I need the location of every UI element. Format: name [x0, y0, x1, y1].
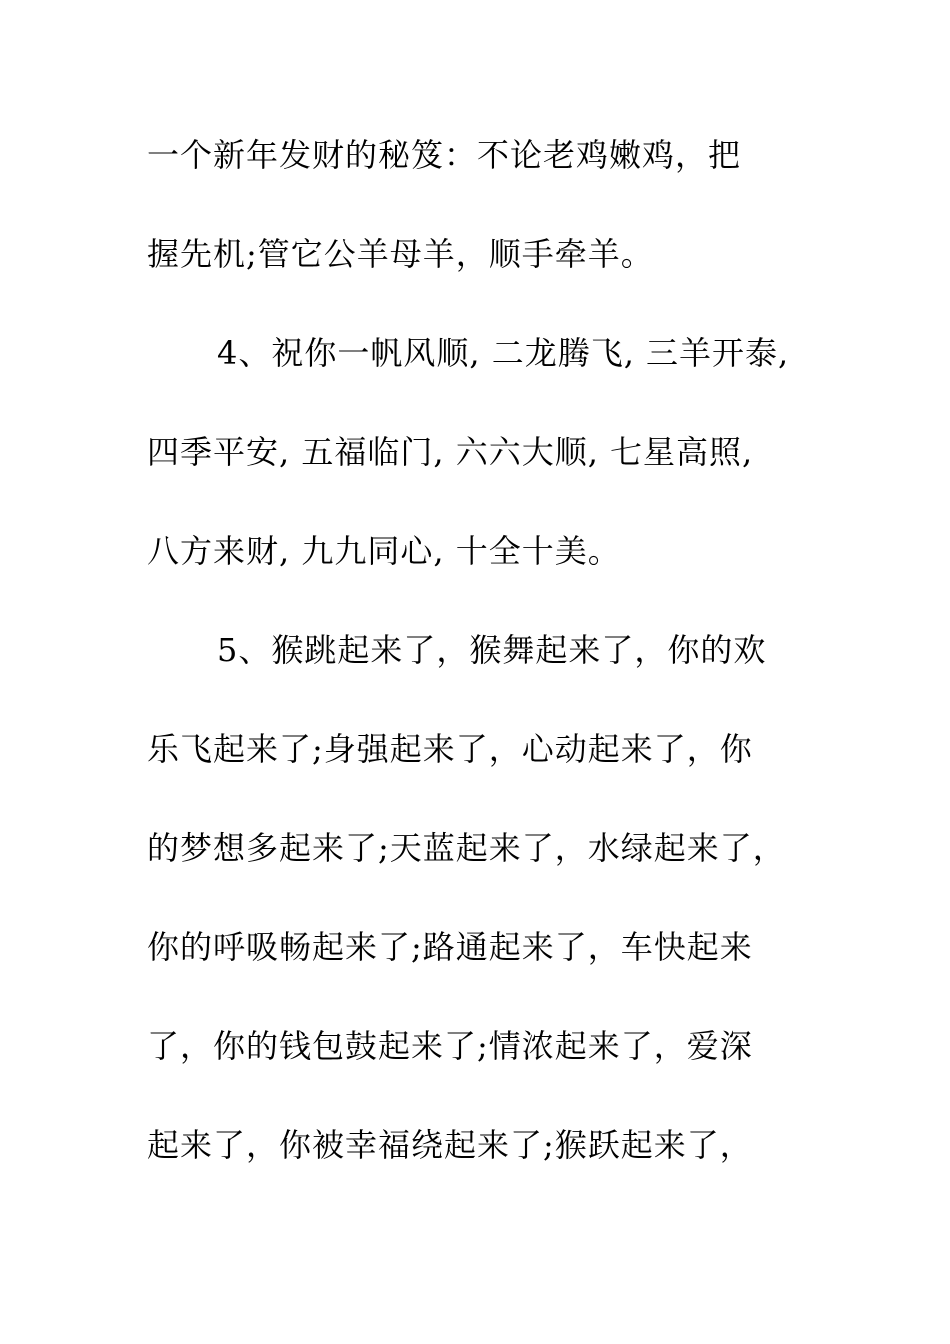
- text-line: 乐飞起来了;身强起来了，心动起来了，你: [147, 730, 753, 768]
- text-line: 了，你的钱包鼓起来了;情浓起来了，爱深: [147, 1027, 753, 1065]
- text-line: 4、祝你一帆风顺, 二龙腾飞, 三羊开泰,: [217, 334, 790, 372]
- text-line: 的梦想多起来了;天蓝起来了，水绿起来了，: [147, 829, 786, 867]
- text-line: 一个新年发财的秘笈：不论老鸡嫩鸡，把: [147, 136, 742, 174]
- text-line: 四季平安, 五福临门, 六六大顺, 七星高照,: [147, 433, 754, 471]
- text-line: 5、猴跳起来了，猴舞起来了，你的欢: [217, 631, 767, 669]
- text-line: 起来了，你被幸福绕起来了;猴跃起来了，: [147, 1126, 753, 1164]
- text-line: 你的呼吸畅起来了;路通起来了，车快起来: [147, 928, 753, 966]
- text-line: 握先机;管它公羊母羊，顺手牵羊。: [147, 235, 654, 273]
- text-line: 八方来财, 九九同心, 十全十美。: [147, 532, 621, 570]
